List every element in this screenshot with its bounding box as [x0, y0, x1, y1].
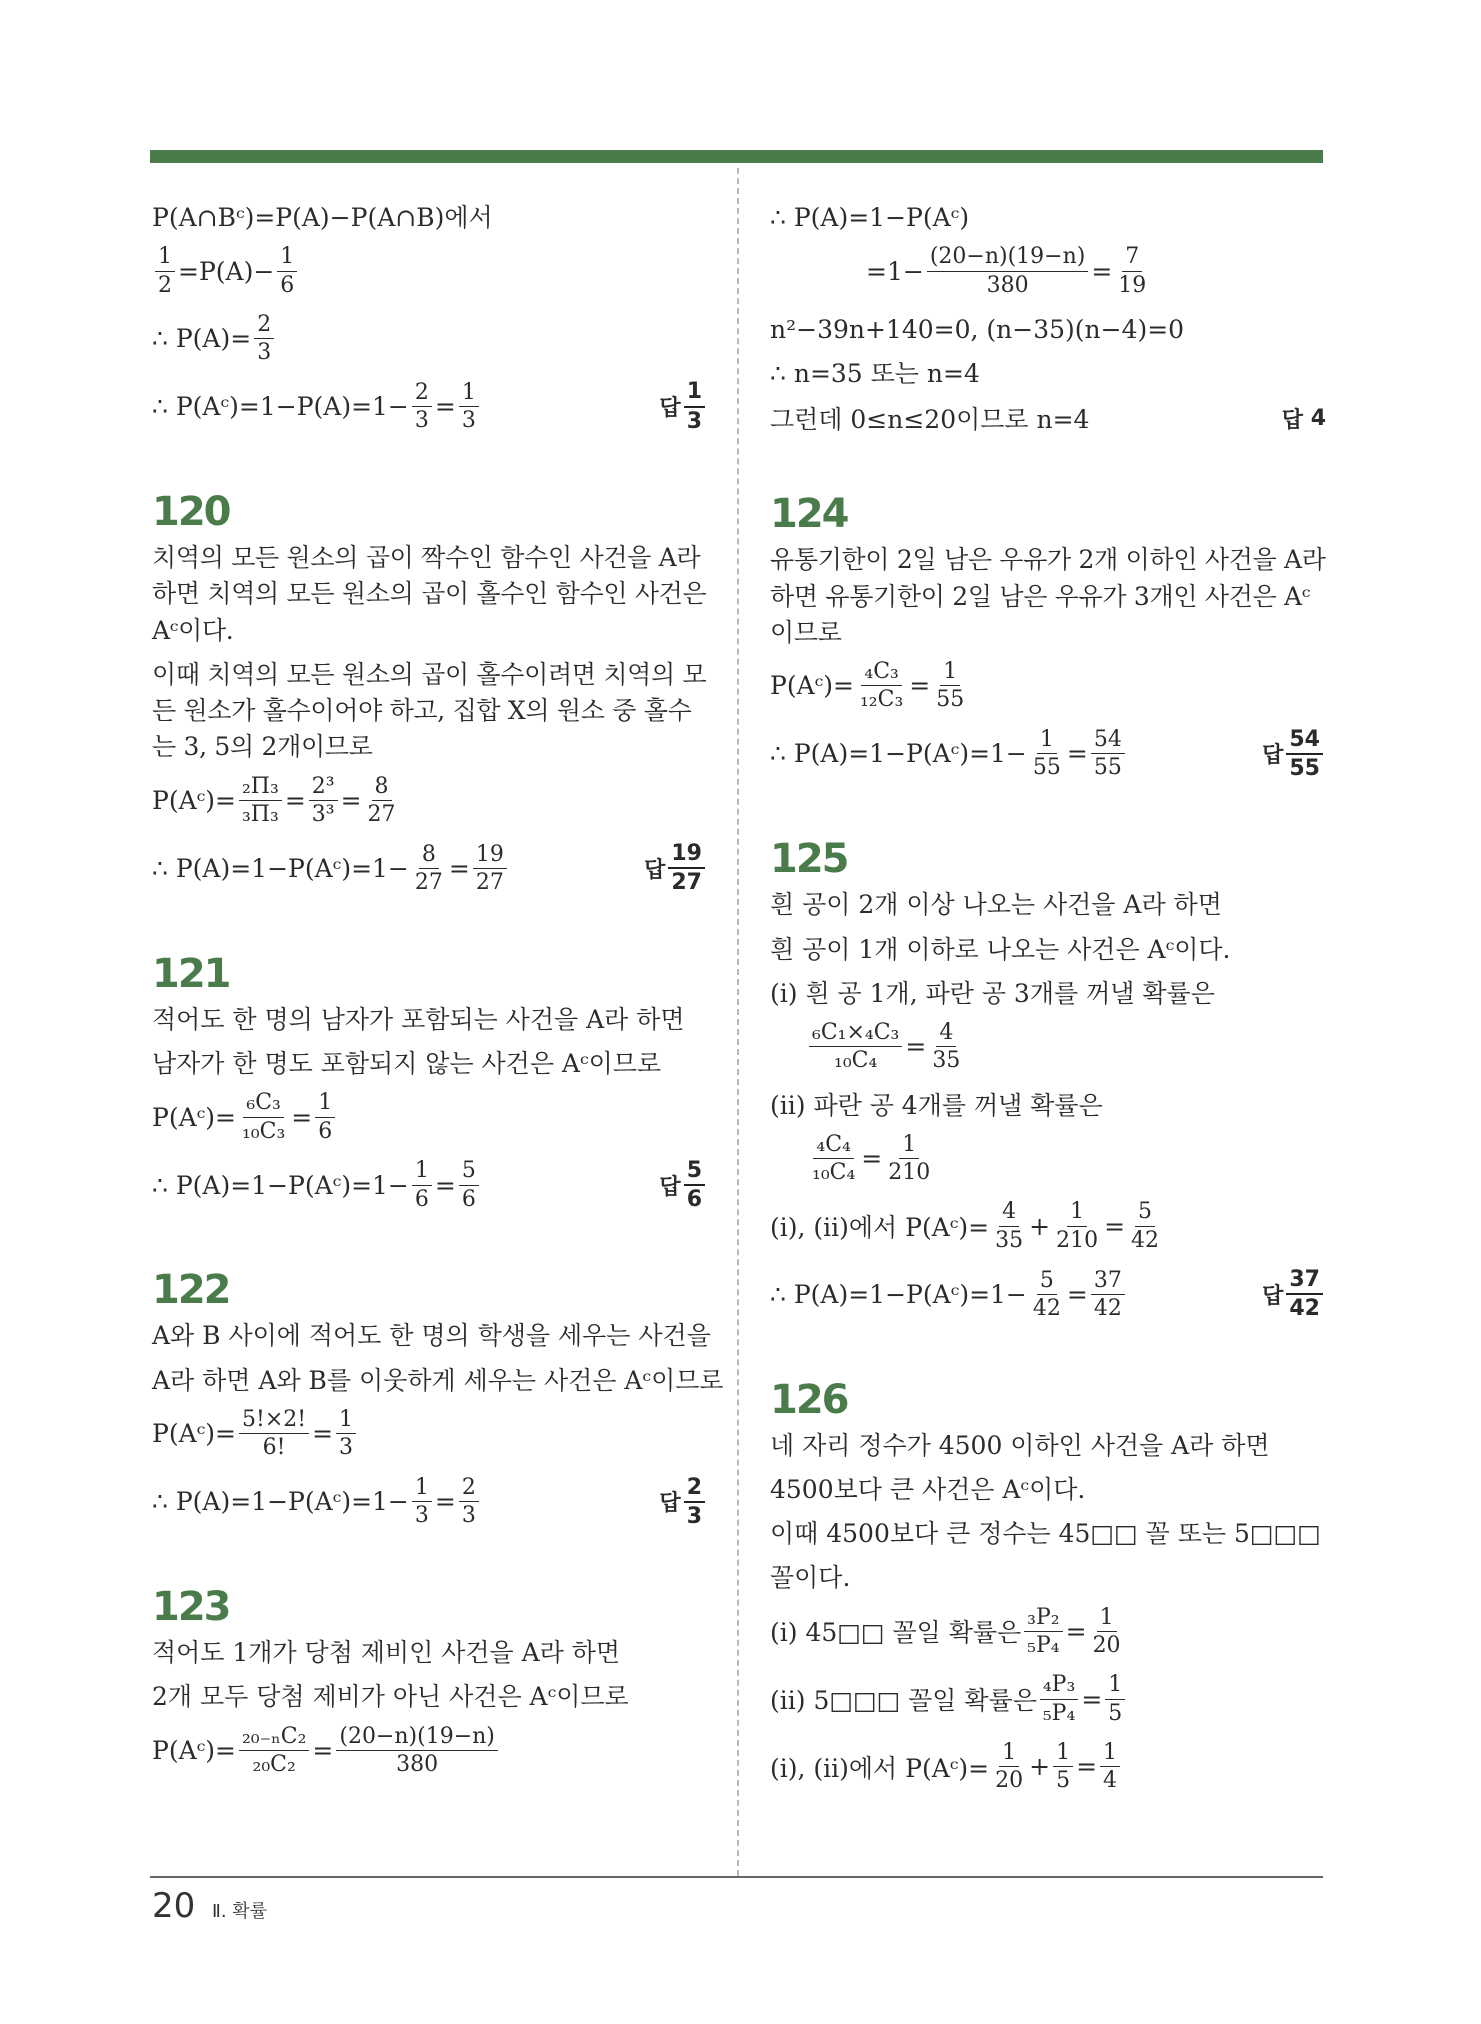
problem-125-eq1: $\frac{\text{₆C₁×₄C₃}}{\text{₁₀C₄}}$ = $\frac{4}{35}$	[770, 1020, 1326, 1074]
problem-122-line2: A라 하면 A와 B를 이웃하게 세우는 사건은 Aᶜ이므로	[152, 1365, 724, 1395]
intro-eq4: ∴ P(Aᶜ)=1−P(A)=1− $\frac{2}{3}$ = $\frac{1}{3}$ 답 $\frac{1}{3}$	[152, 379, 708, 434]
page-number: 20	[152, 1886, 196, 1926]
problem-122-eq2: ∴ P(A)=1−P(Aᶜ)=1− $\frac{1}{3}$ = $\frac{2}{3}$ 답 $\frac{2}{3}$	[152, 1475, 708, 1530]
problem-126-line1: 네 자리 정수가 4500 이하인 사건을 A라 하면	[770, 1430, 1270, 1460]
problem-125-eq2: $\frac{\text{₄C₄}}{\text{₁₀C₄}}$ = $\frac{1}{210}$	[812, 1131, 931, 1186]
fraction: $\frac{1}{2}$	[155, 244, 175, 298]
problem-123-eq1: P(Aᶜ)= $\frac{\text{₂₀₋ₙC₂}}{\text{₂₀C₂}}$ = $\frac{(20-n)(19-n)}{380}$	[152, 1724, 708, 1778]
problem-125-line3: (i) 흰 공 1개, 파란 공 3개를 꺼낼 확률은	[770, 978, 1215, 1008]
problem-number-121: 121	[152, 950, 230, 997]
answer: 답 $\frac{1}{3}$	[659, 379, 708, 434]
problem-120-text: 치역의 모든 원소의 곱이 짝수인 함수인 사건을 A라 하면 치역의 모든 원소의 곱이 홀수인 함수인 사건은 Aᶜ이다.	[152, 543, 707, 645]
problem-124-text: 유통기한이 2일 남은 우유가 2개 이하인 사건을 A라 하면 유통기한이 2일 남은 우유가 3개인 사건은 Aᶜ이므로	[770, 545, 1326, 647]
cont-line5: 그런데 0≤n≤20이므로 n=4 답 4	[770, 400, 1326, 436]
problem-125-line1: 흰 공이 2개 이상 나오는 사건을 A라 하면	[770, 890, 1222, 920]
intro-eq3: ∴ P(A)= $\frac{2}{3}$	[152, 312, 708, 366]
problem-121-line1: 적어도 한 명의 남자가 포함되는 사건을 A라 하면	[152, 1004, 685, 1034]
problem-121-eq2: ∴ P(A)=1−P(Aᶜ)=1− $\frac{1}{6}$ = $\frac{5}{6}$ 답 $\frac{5}{6}$	[152, 1158, 708, 1213]
intro-eq2: $\frac{1}{2}$ =P(A)− $\frac{1}{6}$	[152, 244, 708, 298]
left-column	[152, 200, 724, 1791]
problem-125-eq4: ∴ P(A)=1−P(Aᶜ)=1− $\frac{5}{42}$ = $\frac{37}{42}$ 답 $\frac{37}{42}$	[770, 1267, 1326, 1322]
problem-126-line2: 4500보다 큰 사건은 Aᶜ이다.	[770, 1474, 1086, 1504]
problem-number-123: 123	[152, 1584, 230, 1631]
cont-eq2: =1− $\frac{(20-n)(19-n)}{380}$ = $\frac{7}{19}$	[866, 244, 1147, 298]
problem-121-line2: 남자가 한 명도 포함되지 않는 사건은 Aᶜ이므로	[152, 1048, 662, 1078]
problem-125-line2: 흰 공이 1개 이하로 나오는 사건은 Aᶜ이다.	[770, 934, 1231, 964]
problem-120-eq1: P(Aᶜ)= $\frac{\text{₂Π₃}}{\text{₃Π₃}}$ = $\frac{\text{2³}}{\text{3³}}$ = $\frac{8}{27}$	[152, 773, 396, 827]
footer-rule	[150, 1876, 1323, 1878]
fraction: $\frac{2}{3}$	[254, 312, 274, 366]
problem-number-122: 122	[152, 1267, 230, 1314]
answer: 답 $\frac{37}{42}$	[1262, 1267, 1326, 1322]
top-green-bar	[150, 150, 1323, 163]
problem-126-line3: 이때 4500보다 큰 정수는 45□□ 꼴 또는 5□□□	[770, 1519, 1321, 1549]
problem-125-eq3: (i), (ii)에서 P(Aᶜ)= $\frac{4}{35}$ + $\frac{1}{210}$ = $\frac{5}{42}$	[770, 1199, 1160, 1253]
answer: 답 4	[1281, 405, 1326, 433]
intro-line1: P(A∩Bᶜ)=P(A)−P(A∩B)에서	[152, 203, 493, 232]
fraction: $\frac{1}{6}$	[277, 244, 297, 298]
problem-121-eq1: P(Aᶜ)= $\frac{\text{₆C₃}}{\text{₁₀C₃}}$ = $\frac{1}{6}$	[152, 1090, 708, 1144]
problem-number-124: 124	[770, 491, 848, 538]
problem-123-line2: 2개 모두 당첨 제비가 아닌 사건은 Aᶜ이므로	[152, 1682, 629, 1712]
answer: 답 $\frac{54}{55}$	[1262, 727, 1326, 782]
problem-126-eq1: (i) 45□□ 꼴일 확률은 $\frac{\text{₃P₂}}{\text{₅P₄}}$ = $\frac{1}{20}$	[770, 1604, 1121, 1658]
column-divider	[737, 168, 739, 1876]
problem-126-eq2: (ii) 5□□□ 꼴일 확률은 $\frac{\text{₄P₃}}{\text{₅P₄}}$ = $\frac{1}{5}$	[770, 1672, 1326, 1726]
problem-120-text2: 이때 치역의 모든 원소의 곱이 홀수이려면 치역의 모든 원소가 홀수이어야 하고, 집합 X의 원소 중 홀수는 3, 5의 2개이므로	[152, 659, 707, 762]
cont-line3: n²−39n+140=0, (n−35)(n−4)=0	[770, 314, 1185, 344]
problem-124-eq2: ∴ P(A)=1−P(Aᶜ)=1− $\frac{1}{55}$ = $\frac{54}{55}$ 답 $\frac{54}{55}$	[770, 727, 1326, 782]
problem-number-126: 126	[770, 1376, 848, 1423]
problem-120-eq2: ∴ P(A)=1−P(Aᶜ)=1− $\frac{8}{27}$ = $\frac{19}{27}$ 답 $\frac{19}{27}$	[152, 841, 708, 896]
answer: 답 $\frac{2}{3}$	[659, 1475, 708, 1530]
problem-125-line4: (ii) 파란 공 4개를 꺼낼 확률은	[770, 1090, 1103, 1120]
answer: 답 $\frac{5}{6}$	[659, 1158, 708, 1213]
chapter-title: Ⅱ. 확률	[212, 1901, 268, 1922]
problem-number-125: 125	[770, 836, 848, 883]
problem-124-eq1: P(Aᶜ)= $\frac{\text{₄C₃}}{\text{₁₂C₃}}$ = $\frac{1}{55}$	[770, 659, 965, 713]
problem-122-eq1: P(Aᶜ)= $\frac{5!\times 2!}{6!}$ = $\frac{1}{3}$	[152, 1407, 708, 1461]
problem-126-line4: 꼴이다.	[770, 1563, 851, 1593]
right-column	[770, 200, 1326, 1807]
cont-line4: ∴ n=35 또는 n=4	[770, 359, 980, 389]
problem-123-line1: 적어도 1개가 당첨 제비인 사건을 A라 하면	[152, 1638, 621, 1668]
answer: 답 $\frac{19}{27}$	[644, 841, 708, 896]
cont-eq1: ∴ P(A)=1−P(Aᶜ)	[770, 203, 970, 232]
problem-122-line1: A와 B 사이에 적어도 한 명의 학생을 세우는 사건을	[152, 1321, 711, 1351]
problem-number-120: 120	[152, 489, 230, 536]
problem-126-eq3: (i), (ii)에서 P(Aᶜ)= $\frac{1}{20}$ + $\frac{1}{5}$ = $\frac{1}{4}$	[770, 1740, 1326, 1794]
